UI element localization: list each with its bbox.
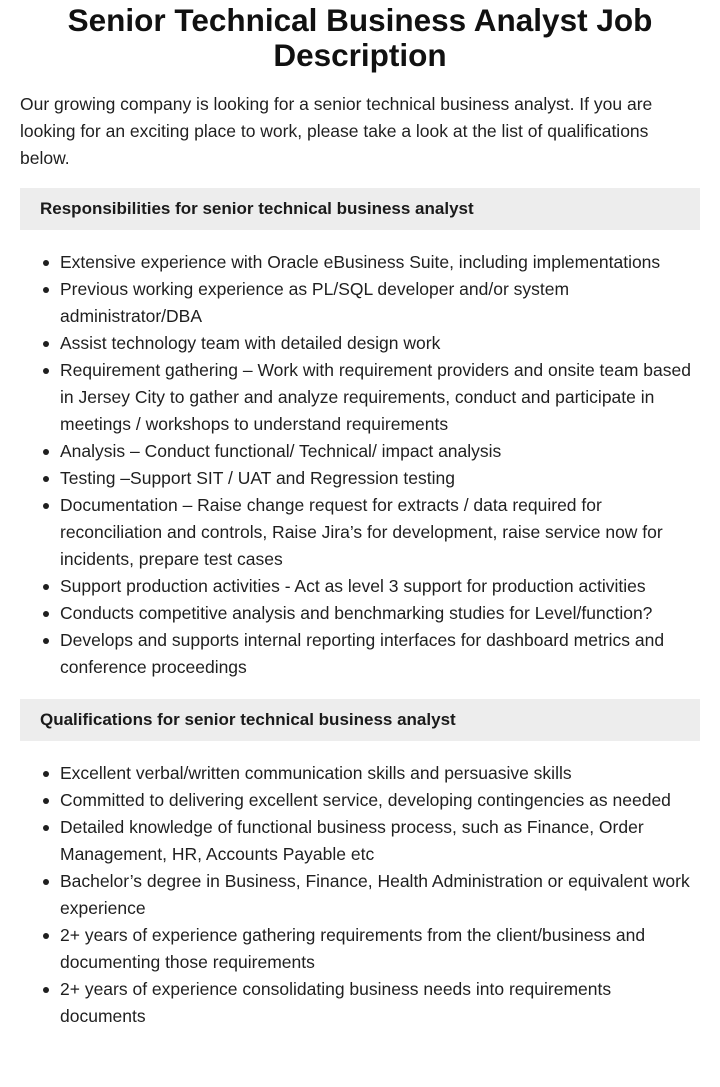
list-item: Extensive experience with Oracle eBusiness Suite, including implementations (60, 249, 700, 276)
list-item: Support production activities - Act as level 3 support for production activities (60, 573, 700, 600)
list-item: Documentation – Raise change request for extracts / data required for reconciliation and controls, Raise Jira’s for development, raise service now for incidents, prepare test cases (60, 492, 700, 573)
list-item: Develops and supports internal reporting interfaces for dashboard metrics and conference proceedings (60, 627, 700, 681)
qualifications-heading: Qualifications for senior technical business analyst (20, 699, 700, 741)
list-item: Committed to delivering excellent service, developing contingencies as needed (60, 787, 700, 814)
intro-paragraph: Our growing company is looking for a senior technical business analyst. If you are looking for an exciting place to work, please take a look at the list of qualifications below. (20, 94, 653, 168)
list-item: Detailed knowledge of functional business process, such as Finance, Order Management, HR, Accounts Payable etc (60, 814, 700, 868)
list-item: Previous working experience as PL/SQL developer and/or system administrator/DBA (60, 276, 700, 330)
qualifications-list (20, 760, 700, 1030)
list-item: 2+ years of experience consolidating business needs into requirements documents (60, 976, 700, 1030)
page-title: Senior Technical Business Analyst Job Description (67, 2, 653, 73)
responsibilities-list (20, 249, 700, 681)
list-item: Analysis – Conduct functional/ Technical/ impact analysis (60, 438, 700, 465)
responsibilities-heading: Responsibilities for senior technical business analyst (20, 188, 700, 230)
list-item: Assist technology team with detailed design work (60, 330, 700, 357)
list-item: Excellent verbal/written communication skills and persuasive skills (60, 760, 700, 787)
list-item: Requirement gathering – Work with requirement providers and onsite team based in Jersey City to gather and analyze requirements, conduct and participate in meetings / workshops to understand requirements (60, 357, 700, 438)
list-item: 2+ years of experience gathering requirements from the client/business and documenting those requirements (60, 922, 700, 976)
list-item: Conducts competitive analysis and benchmarking studies for Level/function? (60, 600, 700, 627)
list-item: Bachelor’s degree in Business, Finance, Health Administration or equivalent work experience (60, 868, 700, 922)
list-item: Testing –Support SIT / UAT and Regression testing (60, 465, 700, 492)
